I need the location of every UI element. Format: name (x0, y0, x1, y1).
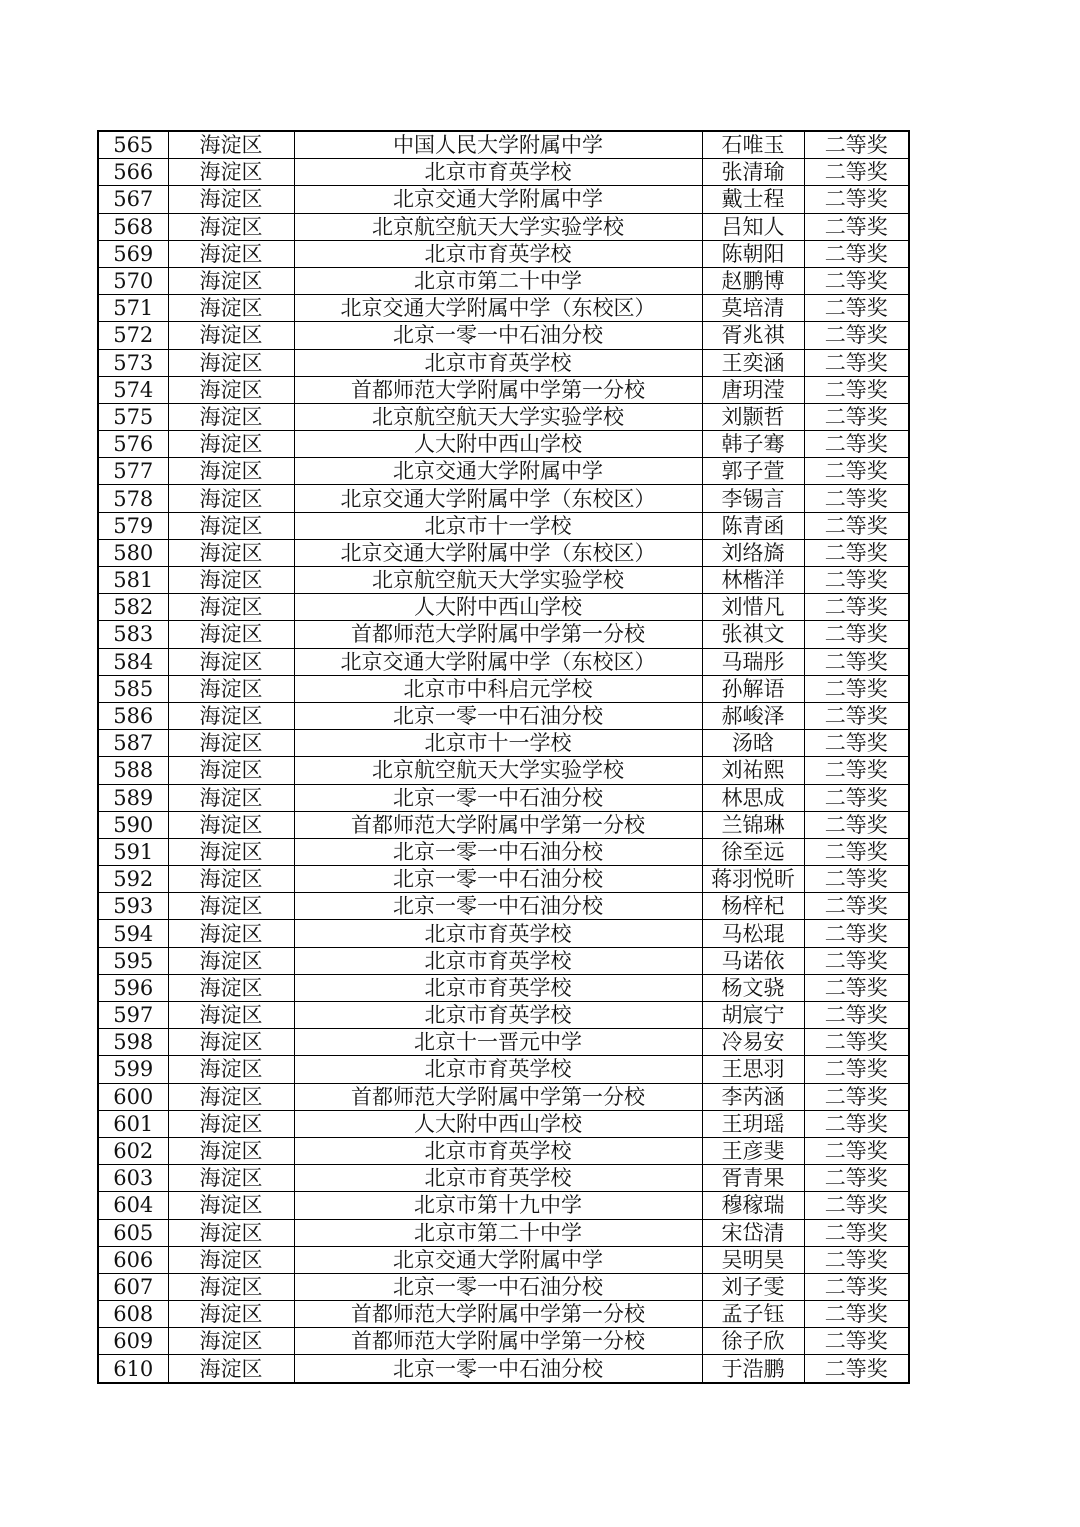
row-number: 601 (98, 1110, 168, 1137)
table-row (98, 1056, 909, 1083)
table-row (98, 458, 909, 485)
student-name-cell: 徐子欣 (702, 1328, 804, 1355)
row-number: 576 (98, 431, 168, 458)
award-cell: 二等奖 (804, 567, 909, 594)
school-cell: 北京市十一学校 (294, 512, 702, 539)
school-cell: 首都师范大学附属中学第一分校 (294, 1083, 702, 1110)
award-cell: 二等奖 (804, 458, 909, 485)
school-cell: 北京交通大学附属中学（东校区） (294, 485, 702, 512)
school-cell: 北京一零一中石油分校 (294, 784, 702, 811)
student-name-cell: 张清瑜 (702, 159, 804, 186)
table-row (98, 567, 909, 594)
award-cell: 二等奖 (804, 1328, 909, 1355)
school-cell: 北京市育英学校 (294, 947, 702, 974)
school-cell: 北京一零一中石油分校 (294, 702, 702, 729)
table-row (98, 702, 909, 729)
table-row (98, 1355, 909, 1383)
award-cell: 二等奖 (804, 1110, 909, 1137)
table-row (98, 920, 909, 947)
school-cell: 北京市中科启元学校 (294, 675, 702, 702)
row-number: 577 (98, 458, 168, 485)
row-number: 565 (98, 131, 168, 159)
student-name-cell: 胡宸宁 (702, 1002, 804, 1029)
student-name-cell: 莫培清 (702, 295, 804, 322)
school-cell: 北京市育英学校 (294, 1137, 702, 1164)
district-cell: 海淀区 (168, 947, 294, 974)
award-list-table (97, 130, 910, 1384)
table-row (98, 811, 909, 838)
district-cell: 海淀区 (168, 1137, 294, 1164)
district-cell: 海淀区 (168, 1029, 294, 1056)
table-row (98, 1246, 909, 1273)
row-number: 587 (98, 730, 168, 757)
district-cell: 海淀区 (168, 512, 294, 539)
school-cell: 北京十一晋元中学 (294, 1029, 702, 1056)
student-name-cell: 马瑞彤 (702, 648, 804, 675)
table-row (98, 974, 909, 1001)
row-number: 600 (98, 1083, 168, 1110)
table-row (98, 159, 909, 186)
district-cell: 海淀区 (168, 567, 294, 594)
award-cell: 二等奖 (804, 784, 909, 811)
row-number: 589 (98, 784, 168, 811)
row-number: 566 (98, 159, 168, 186)
student-name-cell: 戴士程 (702, 186, 804, 213)
school-cell: 北京一零一中石油分校 (294, 838, 702, 865)
table-row (98, 1301, 909, 1328)
school-cell: 人大附中西山学校 (294, 1110, 702, 1137)
table-row (98, 866, 909, 893)
table-row (98, 403, 909, 430)
row-number: 602 (98, 1137, 168, 1164)
award-cell: 二等奖 (804, 159, 909, 186)
student-name-cell: 兰锦琳 (702, 811, 804, 838)
award-cell: 二等奖 (804, 376, 909, 403)
district-cell: 海淀区 (168, 784, 294, 811)
school-cell: 北京一零一中石油分校 (294, 893, 702, 920)
student-name-cell: 马诺依 (702, 947, 804, 974)
student-name-cell: 刘子雯 (702, 1273, 804, 1300)
student-name-cell: 林思成 (702, 784, 804, 811)
table-row (98, 267, 909, 294)
district-cell: 海淀区 (168, 431, 294, 458)
district-cell: 海淀区 (168, 1273, 294, 1300)
school-cell: 北京交通大学附属中学（东校区） (294, 539, 702, 566)
award-cell: 二等奖 (804, 349, 909, 376)
award-cell: 二等奖 (804, 1137, 909, 1164)
table-row (98, 947, 909, 974)
row-number: 580 (98, 539, 168, 566)
student-name-cell: 刘颢哲 (702, 403, 804, 430)
district-cell: 海淀区 (168, 213, 294, 240)
table-row (98, 648, 909, 675)
district-cell: 海淀区 (168, 1083, 294, 1110)
award-cell: 二等奖 (804, 920, 909, 947)
student-name-cell: 唐玥滢 (702, 376, 804, 403)
table-row (98, 1165, 909, 1192)
school-cell: 北京一零一中石油分校 (294, 866, 702, 893)
table-row (98, 594, 909, 621)
district-cell: 海淀区 (168, 838, 294, 865)
row-number: 572 (98, 322, 168, 349)
award-cell: 二等奖 (804, 702, 909, 729)
table-row (98, 213, 909, 240)
district-cell: 海淀区 (168, 1328, 294, 1355)
school-cell: 北京交通大学附属中学 (294, 186, 702, 213)
district-cell: 海淀区 (168, 1002, 294, 1029)
table-row (98, 349, 909, 376)
award-cell: 二等奖 (804, 621, 909, 648)
table-row (98, 131, 909, 159)
row-number: 597 (98, 1002, 168, 1029)
school-cell: 北京市第二十中学 (294, 1219, 702, 1246)
school-cell: 北京市育英学校 (294, 1165, 702, 1192)
award-cell: 二等奖 (804, 730, 909, 757)
award-list-body (98, 131, 909, 1383)
row-number: 569 (98, 240, 168, 267)
district-cell: 海淀区 (168, 974, 294, 1001)
school-cell: 北京交通大学附属中学（东校区） (294, 295, 702, 322)
student-name-cell: 刘络旖 (702, 539, 804, 566)
district-cell: 海淀区 (168, 1110, 294, 1137)
award-cell: 二等奖 (804, 322, 909, 349)
school-cell: 首都师范大学附属中学第一分校 (294, 621, 702, 648)
school-cell: 北京市第二十中学 (294, 267, 702, 294)
school-cell: 首都师范大学附属中学第一分校 (294, 376, 702, 403)
student-name-cell: 张祺文 (702, 621, 804, 648)
school-cell: 首都师范大学附属中学第一分校 (294, 1301, 702, 1328)
school-cell: 北京航空航天大学实验学校 (294, 403, 702, 430)
award-cell: 二等奖 (804, 485, 909, 512)
row-number: 598 (98, 1029, 168, 1056)
table-row (98, 295, 909, 322)
award-cell: 二等奖 (804, 594, 909, 621)
student-name-cell: 王玥瑶 (702, 1110, 804, 1137)
school-cell: 北京市育英学校 (294, 920, 702, 947)
row-number: 605 (98, 1219, 168, 1246)
student-name-cell: 穆稼瑞 (702, 1192, 804, 1219)
district-cell: 海淀区 (168, 295, 294, 322)
table-row (98, 1192, 909, 1219)
award-cell: 二等奖 (804, 1083, 909, 1110)
district-cell: 海淀区 (168, 920, 294, 947)
table-row (98, 539, 909, 566)
district-cell: 海淀区 (168, 485, 294, 512)
district-cell: 海淀区 (168, 322, 294, 349)
award-cell: 二等奖 (804, 213, 909, 240)
school-cell: 北京市育英学校 (294, 159, 702, 186)
table-row (98, 240, 909, 267)
row-number: 590 (98, 811, 168, 838)
table-row (98, 1002, 909, 1029)
row-number: 610 (98, 1355, 168, 1383)
award-cell: 二等奖 (804, 1219, 909, 1246)
student-name-cell: 冷易安 (702, 1029, 804, 1056)
table-row (98, 784, 909, 811)
student-name-cell: 汤晗 (702, 730, 804, 757)
district-cell: 海淀区 (168, 1301, 294, 1328)
row-number: 574 (98, 376, 168, 403)
table-row (98, 186, 909, 213)
school-cell: 人大附中西山学校 (294, 594, 702, 621)
row-number: 578 (98, 485, 168, 512)
student-name-cell: 郭子萱 (702, 458, 804, 485)
student-name-cell: 陈青函 (702, 512, 804, 539)
district-cell: 海淀区 (168, 376, 294, 403)
student-name-cell: 赵鹏博 (702, 267, 804, 294)
district-cell: 海淀区 (168, 730, 294, 757)
student-name-cell: 郝峻泽 (702, 702, 804, 729)
school-cell: 北京市第十九中学 (294, 1192, 702, 1219)
award-cell: 二等奖 (804, 240, 909, 267)
row-number: 596 (98, 974, 168, 1001)
row-number: 599 (98, 1056, 168, 1083)
school-cell: 北京交通大学附属中学 (294, 1246, 702, 1273)
district-cell: 海淀区 (168, 240, 294, 267)
table-row (98, 1137, 909, 1164)
school-cell: 北京航空航天大学实验学校 (294, 757, 702, 784)
district-cell: 海淀区 (168, 1165, 294, 1192)
row-number: 588 (98, 757, 168, 784)
table-row (98, 1029, 909, 1056)
student-name-cell: 刘惜凡 (702, 594, 804, 621)
student-name-cell: 马松琨 (702, 920, 804, 947)
school-cell: 北京市育英学校 (294, 240, 702, 267)
student-name-cell: 王思羽 (702, 1056, 804, 1083)
row-number: 579 (98, 512, 168, 539)
row-number: 607 (98, 1273, 168, 1300)
student-name-cell: 孙解语 (702, 675, 804, 702)
table-row (98, 1219, 909, 1246)
district-cell: 海淀区 (168, 675, 294, 702)
table-row (98, 512, 909, 539)
student-name-cell: 胥青果 (702, 1165, 804, 1192)
table-row (98, 757, 909, 784)
district-cell: 海淀区 (168, 594, 294, 621)
award-cell: 二等奖 (804, 947, 909, 974)
award-cell: 二等奖 (804, 1029, 909, 1056)
row-number: 583 (98, 621, 168, 648)
student-name-cell: 胥兆祺 (702, 322, 804, 349)
award-cell: 二等奖 (804, 866, 909, 893)
row-number: 570 (98, 267, 168, 294)
school-cell: 北京市育英学校 (294, 974, 702, 1001)
award-cell: 二等奖 (804, 403, 909, 430)
award-cell: 二等奖 (804, 974, 909, 1001)
school-cell: 北京一零一中石油分校 (294, 322, 702, 349)
row-number: 592 (98, 866, 168, 893)
school-cell: 北京航空航天大学实验学校 (294, 567, 702, 594)
student-name-cell: 杨文骁 (702, 974, 804, 1001)
student-name-cell: 吕知人 (702, 213, 804, 240)
school-cell: 北京交通大学附属中学 (294, 458, 702, 485)
table-row (98, 1328, 909, 1355)
table-row (98, 376, 909, 403)
row-number: 568 (98, 213, 168, 240)
student-name-cell: 杨梓杞 (702, 893, 804, 920)
row-number: 582 (98, 594, 168, 621)
row-number: 575 (98, 403, 168, 430)
award-cell: 二等奖 (804, 539, 909, 566)
row-number: 585 (98, 675, 168, 702)
district-cell: 海淀区 (168, 811, 294, 838)
district-cell: 海淀区 (168, 1246, 294, 1273)
district-cell: 海淀区 (168, 1192, 294, 1219)
row-number: 609 (98, 1328, 168, 1355)
district-cell: 海淀区 (168, 349, 294, 376)
school-cell: 北京市育英学校 (294, 1056, 702, 1083)
row-number: 593 (98, 893, 168, 920)
district-cell: 海淀区 (168, 186, 294, 213)
award-cell: 二等奖 (804, 131, 909, 159)
district-cell: 海淀区 (168, 159, 294, 186)
district-cell: 海淀区 (168, 1355, 294, 1383)
district-cell: 海淀区 (168, 757, 294, 784)
award-cell: 二等奖 (804, 757, 909, 784)
row-number: 573 (98, 349, 168, 376)
row-number: 584 (98, 648, 168, 675)
award-cell: 二等奖 (804, 1246, 909, 1273)
award-cell: 二等奖 (804, 512, 909, 539)
award-cell: 二等奖 (804, 1165, 909, 1192)
district-cell: 海淀区 (168, 1056, 294, 1083)
row-number: 591 (98, 838, 168, 865)
school-cell: 首都师范大学附属中学第一分校 (294, 1328, 702, 1355)
row-number: 567 (98, 186, 168, 213)
district-cell: 海淀区 (168, 267, 294, 294)
table-row (98, 1110, 909, 1137)
row-number: 608 (98, 1301, 168, 1328)
school-cell: 首都师范大学附属中学第一分校 (294, 811, 702, 838)
student-name-cell: 李芮涵 (702, 1083, 804, 1110)
award-cell: 二等奖 (804, 648, 909, 675)
award-cell: 二等奖 (804, 838, 909, 865)
student-name-cell: 李锡言 (702, 485, 804, 512)
student-name-cell: 徐至远 (702, 838, 804, 865)
award-cell: 二等奖 (804, 893, 909, 920)
district-cell: 海淀区 (168, 403, 294, 430)
table-row (98, 1083, 909, 1110)
district-cell: 海淀区 (168, 866, 294, 893)
row-number: 594 (98, 920, 168, 947)
student-name-cell: 石唯玉 (702, 131, 804, 159)
student-name-cell: 孟子钰 (702, 1301, 804, 1328)
student-name-cell: 王奕涵 (702, 349, 804, 376)
school-cell: 中国人民大学附属中学 (294, 131, 702, 159)
student-name-cell: 王彦斐 (702, 1137, 804, 1164)
row-number: 595 (98, 947, 168, 974)
district-cell: 海淀区 (168, 539, 294, 566)
district-cell: 海淀区 (168, 702, 294, 729)
row-number: 604 (98, 1192, 168, 1219)
row-number: 603 (98, 1165, 168, 1192)
student-name-cell: 于浩鹏 (702, 1355, 804, 1383)
table-row (98, 322, 909, 349)
award-cell: 二等奖 (804, 675, 909, 702)
award-cell: 二等奖 (804, 1056, 909, 1083)
student-name-cell: 宋岱清 (702, 1219, 804, 1246)
district-cell: 海淀区 (168, 621, 294, 648)
district-cell: 海淀区 (168, 893, 294, 920)
district-cell: 海淀区 (168, 131, 294, 159)
student-name-cell: 韩子骞 (702, 431, 804, 458)
award-cell: 二等奖 (804, 186, 909, 213)
table-row (98, 1273, 909, 1300)
award-cell: 二等奖 (804, 1355, 909, 1383)
row-number: 586 (98, 702, 168, 729)
table-row (98, 621, 909, 648)
school-cell: 北京一零一中石油分校 (294, 1355, 702, 1383)
award-cell: 二等奖 (804, 1273, 909, 1300)
award-cell: 二等奖 (804, 267, 909, 294)
award-cell: 二等奖 (804, 811, 909, 838)
row-number: 581 (98, 567, 168, 594)
school-cell: 人大附中西山学校 (294, 431, 702, 458)
award-cell: 二等奖 (804, 1002, 909, 1029)
award-cell: 二等奖 (804, 1301, 909, 1328)
table-row (98, 431, 909, 458)
row-number: 606 (98, 1246, 168, 1273)
school-cell: 北京交通大学附属中学（东校区） (294, 648, 702, 675)
school-cell: 北京市育英学校 (294, 1002, 702, 1029)
award-cell: 二等奖 (804, 1192, 909, 1219)
student-name-cell: 蒋羽悦昕 (702, 866, 804, 893)
student-name-cell: 陈朝阳 (702, 240, 804, 267)
award-cell: 二等奖 (804, 431, 909, 458)
row-number: 571 (98, 295, 168, 322)
award-cell: 二等奖 (804, 295, 909, 322)
table-row (98, 675, 909, 702)
table-row (98, 838, 909, 865)
table-row (98, 893, 909, 920)
student-name-cell: 林楷洋 (702, 567, 804, 594)
table-row (98, 485, 909, 512)
school-cell: 北京市育英学校 (294, 349, 702, 376)
school-cell: 北京市十一学校 (294, 730, 702, 757)
district-cell: 海淀区 (168, 1219, 294, 1246)
student-name-cell: 吴明昊 (702, 1246, 804, 1273)
school-cell: 北京一零一中石油分校 (294, 1273, 702, 1300)
district-cell: 海淀区 (168, 648, 294, 675)
school-cell: 北京航空航天大学实验学校 (294, 213, 702, 240)
district-cell: 海淀区 (168, 458, 294, 485)
table-row (98, 730, 909, 757)
student-name-cell: 刘祐熙 (702, 757, 804, 784)
